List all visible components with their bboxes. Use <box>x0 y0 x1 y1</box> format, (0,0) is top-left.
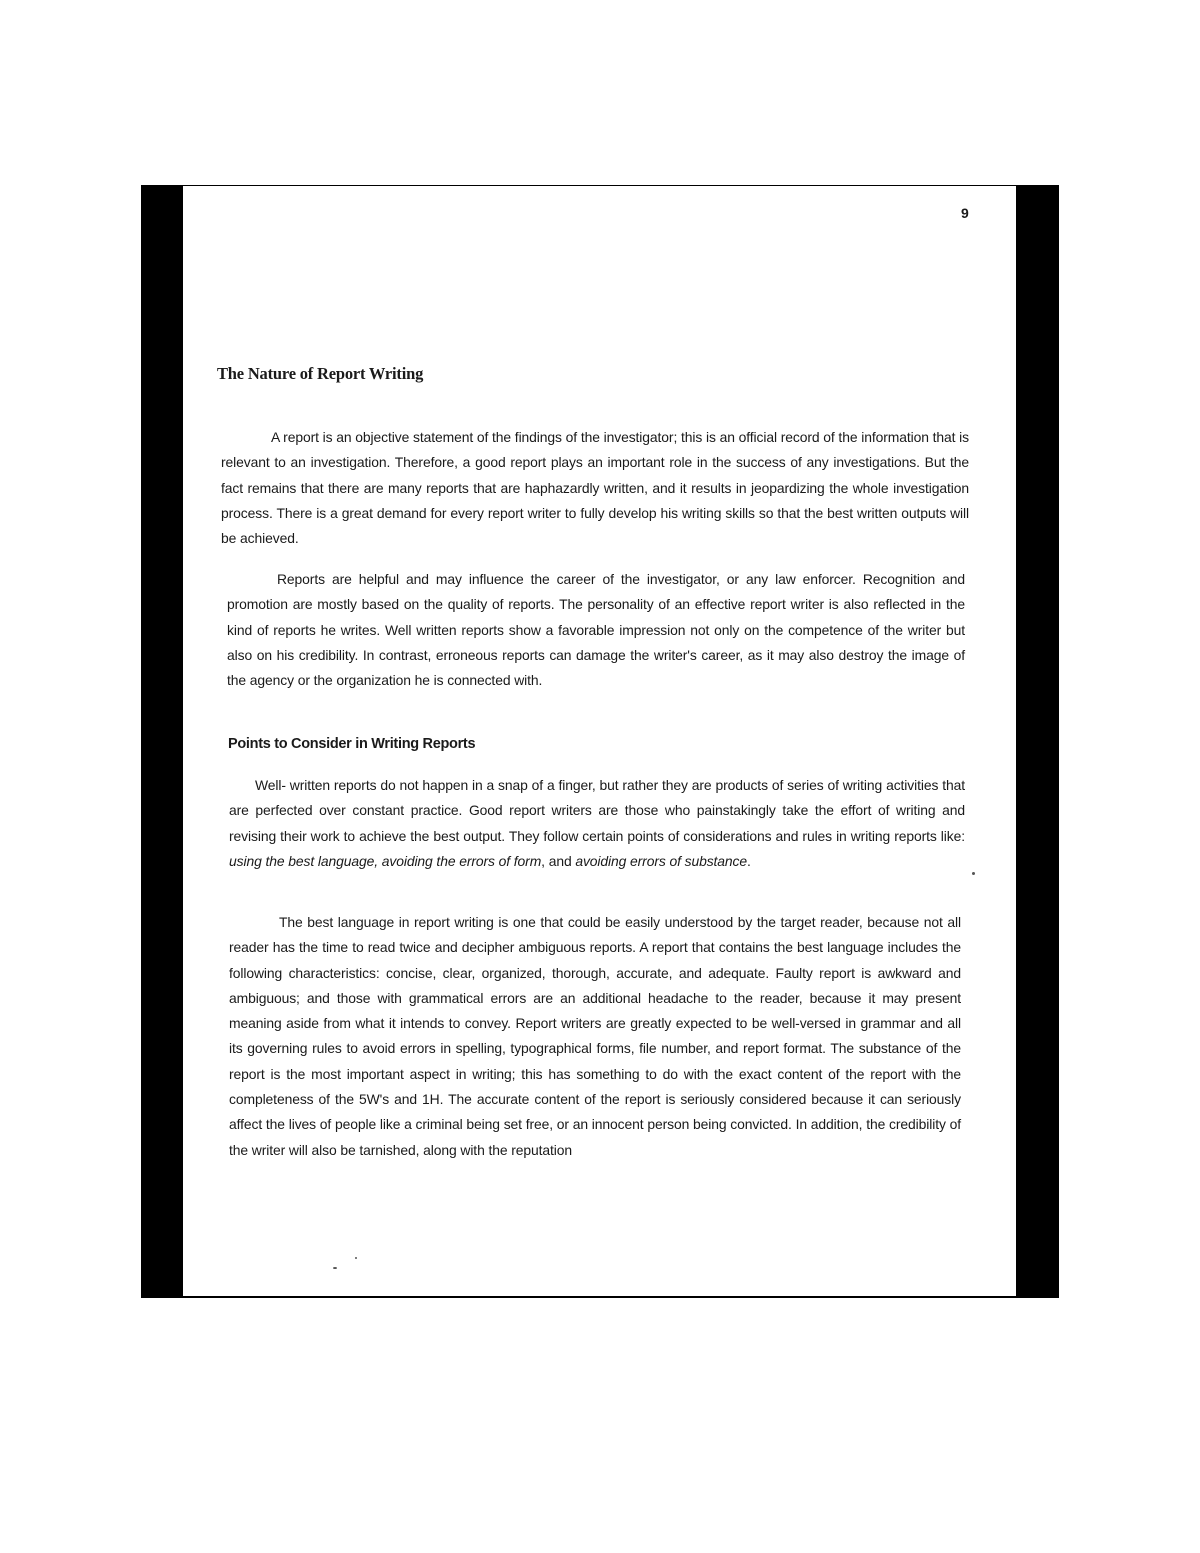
paragraph-3-intro: Well- written reports do not happen in a snap of a finger, but rather they are products of series of writing activities that are perfected over constant practice. Good report writers are those who painstakingly take the effort of writing and revising their work to achieve the best output. They follow certain points of considerations and rules in writing reports like: <box>229 777 965 844</box>
page-number: 9 <box>961 205 969 221</box>
page-title: The Nature of Report Writing <box>217 364 424 383</box>
paragraph-4: The best language in report writing is one that could be easily understood by the target reader, because not all reader has the time to read twice and decipher ambiguous reports. A report that contains the best language includes the following characteristics: concise, clear, organized, thorough, accurate, and adequate. Faulty report is awkward and ambiguous; and those with grammatical errors are an additional headache to the reader, because it may present meaning aside from what it intends to convey. Report writers are greatly expected to be well-versed in grammar and all its governing rules to avoid errors in spelling, typographical forms, file number, and report format. The substance of the report is the most important aspect in writing; this has something to do with the exact content of the report with the completeness of the 5W's and 1H. The accurate content of the report is seriously considered because it can seriously affect the lives of people like a criminal being set free, or an innocent person being convicted. In addition, the credibility of the writer will also be tarnished, along with the reputation <box>229 914 961 1158</box>
paragraph-3 <box>229 773 965 874</box>
document-page <box>183 186 1016 1296</box>
paragraph-3-joiner: , and <box>541 852 576 869</box>
scan-speck <box>355 1257 357 1259</box>
scan-speck <box>333 1267 337 1269</box>
paragraph-3-item-1: using the best language, avoiding the errors of form <box>229 852 542 869</box>
paragraph-1: A report is an objective statement of the findings of the investigator; this is an official record of the information that is relevant to an investigation. Therefore, a good report plays an important role in the success of any investigations. But the fact remains that there are many reports that are haphazardly written, and it results in jeopardizing the whole investigation process. There is a great demand for every report writer to fully develop his writing skills so that the best written outputs will be achieved. <box>221 429 969 547</box>
section-heading: Points to Consider in Writing Reports <box>228 736 476 752</box>
paragraph-3-end: . <box>747 852 751 869</box>
paragraph-3-item-2: avoiding errors of substance <box>575 852 748 869</box>
scan-speck <box>972 872 975 875</box>
paragraph-2: Reports are helpful and may influence the career of the investigator, or any law enforcer. Recognition and promotion are mostly based on the quality of reports. The personality of an effective report writer is also reflected in the kind of reports he writes. Well written reports show a favorable impression not only on the competence of the writer but also on his credibility. In contrast, erroneous reports can damage the writer's career, as it may also destroy the image of the agency or the organization he is connected with. <box>227 571 965 689</box>
